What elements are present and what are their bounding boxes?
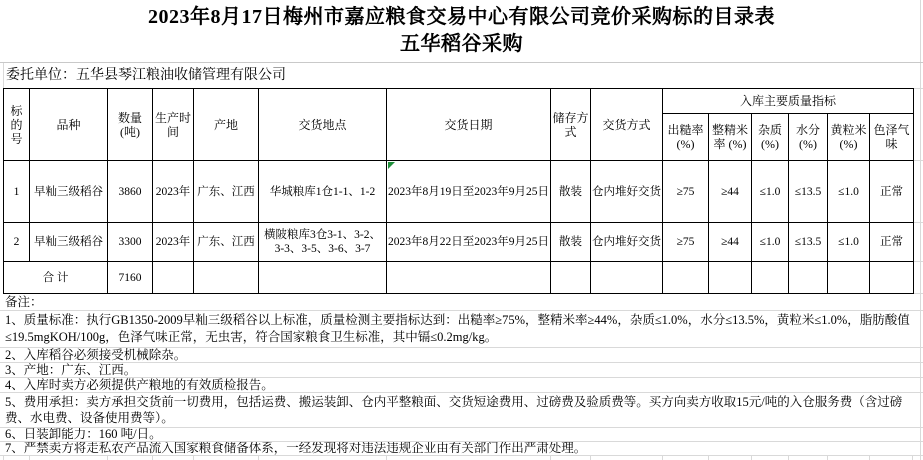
cell-color-smell: 正常	[870, 161, 914, 223]
consignor-line: 委托单位：五华县琴江粮油收储管理有限公司	[0, 62, 923, 88]
note-item-3: 3、产地：广东、江西。	[0, 363, 923, 378]
cell-delivery-place: 华城粮库1仓1-1、1-2	[259, 161, 387, 223]
col-header-head-rice-rate: 整精米率 (%)	[709, 114, 752, 161]
empty-cell	[153, 262, 194, 294]
col-header-production-time: 生产时间	[153, 89, 194, 161]
cell-delivery-date: 2023年8月22日至2023年9月25日	[387, 223, 551, 262]
cell-impurity: ≤1.0	[752, 223, 789, 262]
col-header-quality-group: 入库主要质量指标	[663, 89, 914, 114]
col-header-quantity: 数量 (吨)	[108, 89, 153, 161]
notes-label: 备注：	[0, 295, 923, 311]
bid-row-2	[4, 223, 914, 262]
col-header-delivery-method: 交货方式	[591, 89, 663, 161]
col-header-bid-no: 标的号	[4, 89, 30, 161]
empty-cell	[828, 262, 870, 294]
title-line-2: 五华稻谷采购	[400, 33, 523, 55]
note-item-2: 2、入库稻谷必须接受机械除杂。	[0, 348, 923, 363]
title-line-1: 2023年8月17日梅州市嘉应粮食交易中心有限公司竞价采购标的目录表	[148, 6, 775, 28]
col-header-color-smell: 色泽气味	[870, 114, 914, 161]
empty-cell	[870, 262, 914, 294]
cell-delivery-method: 仓内堆好交货	[591, 223, 663, 262]
cell-yellow-grain: ≤1.0	[828, 223, 870, 262]
cell-yellow-grain: ≤1.0	[828, 161, 870, 223]
note-item-7: 7、严禁卖方将走私农产品流入国家粮食储备体系，一经发现将对违法违规企业由有关部门作出严肃处理。	[5, 442, 587, 455]
note-item-6: 6、日装卸能力：160 吨/日。	[0, 428, 923, 442]
cell-color-smell: 正常	[870, 223, 914, 262]
gridline	[913, 160, 923, 161]
cell-impurity: ≤1.0	[752, 161, 789, 223]
empty-cell	[663, 262, 709, 294]
col-header-impurity: 杂质 (%)	[752, 114, 789, 161]
cell-storage: 散装	[551, 161, 591, 223]
page-title	[0, 4, 923, 58]
empty-cell	[591, 262, 663, 294]
col-header-storage: 储存方式	[551, 89, 591, 161]
cell-variety: 早籼三级稻谷	[30, 161, 108, 223]
empty-cell	[551, 262, 591, 294]
empty-cell	[387, 262, 551, 294]
cell-storage: 散装	[551, 223, 591, 262]
total-row	[4, 262, 914, 294]
cell-delivery-method: 仓内堆好交货	[591, 161, 663, 223]
cell-variety: 早籼三级稻谷	[30, 223, 108, 262]
cell-husk-rate: ≥75	[663, 161, 709, 223]
note-item-5: 5、费用承担：卖方承担交货前一切费用，包括运费、搬运装卸、仓内平整粮面、交货短途费用、过磅费及验质费等。买方向卖方收取15元/吨的入仓服务费（含过磅费、水电费、设备使用费等）。	[0, 393, 923, 428]
cell-husk-rate: ≥75	[663, 223, 709, 262]
gridline	[913, 88, 923, 89]
total-label: 合 计	[4, 262, 108, 294]
cell-delivery-date: 2023年8月19日至2023年9月25日	[387, 161, 551, 223]
cell-quantity: 3860	[108, 161, 153, 223]
note-item-1: 1、质量标准：执行GB1350-2009早籼三级稻谷以上标准，质量检测主要指标达到：出糙率≥75%，整精米率≥44%，杂质≤1.0%，水分≤13.5%，黄粒米≤1.0%，脂肪酸值≤19.5mgKOH/100g，色泽气味正常，无虫害，符合国家粮食卫生标准，其中镉≤0.2mg/kg。	[0, 311, 923, 348]
col-header-moisture: 水分 (%)	[789, 114, 828, 161]
gridline	[913, 293, 923, 294]
cell-delivery-place: 横陂粮库3仓3-1、3-2、3-3、3-5、3-6、3-7	[259, 223, 387, 262]
cell-moisture: ≤13.5	[789, 223, 828, 262]
note-item-4: 4、入库时卖方必须提供产粮地的有效质检报告。	[0, 378, 923, 393]
empty-cell	[789, 262, 828, 294]
cell-bid-no: 2	[4, 223, 30, 262]
header-row-top	[4, 89, 914, 114]
bid-row-1	[4, 161, 914, 223]
green-corner-marker-icon	[388, 162, 395, 169]
empty-cell	[194, 262, 259, 294]
cell-production-time: 2023年	[153, 161, 194, 223]
col-header-variety: 品种	[30, 89, 108, 161]
cell-production-time: 2023年	[153, 223, 194, 262]
empty-cell	[259, 262, 387, 294]
sheet-next-row-strip	[0, 455, 923, 460]
cell-moisture: ≤13.5	[789, 161, 828, 223]
cell-head-rice-rate: ≥44	[709, 161, 752, 223]
cell-head-rice-rate: ≥44	[709, 223, 752, 262]
empty-cell	[709, 262, 752, 294]
cell-bid-no: 1	[4, 161, 30, 223]
col-header-husk-rate: 出糙率 (%)	[663, 114, 709, 161]
notes-section	[0, 295, 923, 455]
cell-origin: 广东、江西	[194, 223, 259, 262]
col-header-delivery-date: 交货日期	[387, 89, 551, 161]
gridline	[913, 222, 923, 223]
col-header-delivery-place: 交货地点	[259, 89, 387, 161]
total-quantity: 7160	[108, 262, 153, 294]
cell-origin: 广东、江西	[194, 161, 259, 223]
col-header-yellow-grain: 黄粒米 (%)	[828, 114, 870, 161]
gridline	[913, 261, 923, 262]
cell-quantity: 3300	[108, 223, 153, 262]
empty-cell	[752, 262, 789, 294]
col-header-origin: 产地	[194, 89, 259, 161]
procurement-catalog-table	[3, 88, 914, 294]
